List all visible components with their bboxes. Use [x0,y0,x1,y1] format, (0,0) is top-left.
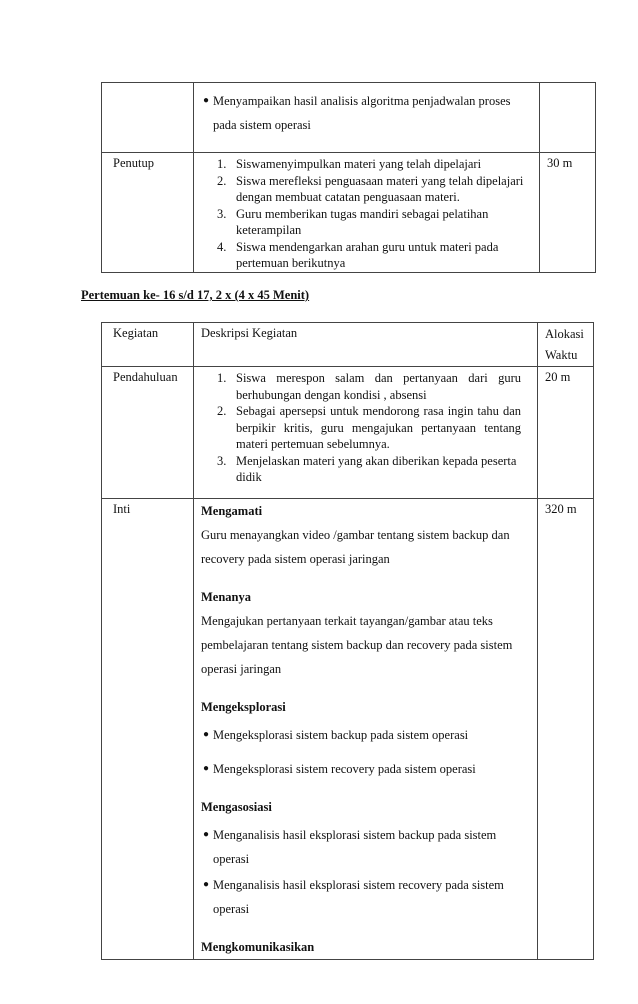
subheading-mengamati: Mengamati [201,504,263,518]
table-row [102,153,596,273]
list-item: ● Mengeksplorasi sistem backup pada sistem operasi [201,723,531,747]
deskripsi-cell [194,499,538,960]
table-row [102,367,594,499]
list-item: 3. Guru memberikan tugas mandiri sebagai pelatihan keterampilan [217,206,489,237]
lesson-table-continued [101,82,596,273]
list-item [203,89,533,137]
alokasi-cell: 20 m [538,367,594,499]
bullet-icon: ● [203,763,210,774]
numbered-list [217,156,533,272]
bullet-icon: ● [203,829,210,840]
paragraph-mengamati: Guru menayangkan video /gambar tentang sistem backup dan recovery pada sistem operasi jaringan [201,528,510,566]
subheading-mengasosiasi: Mengasosiasi [201,800,272,814]
kegiatan-cell: Penutup [102,153,194,273]
list-item: ● Menganalisis hasil eksplorasi sistem backup pada sistem operasi [201,823,531,871]
deskripsi-cell [194,153,540,273]
subheading-menanya: Menanya [201,590,251,604]
numbered-list [217,370,521,486]
column-header-deskripsi: Deskripsi Kegiatan [194,323,538,367]
list-item: 1. Siswamenyimpulkan materi yang telah dipelajari [217,157,482,171]
bullet-icon: ● [203,729,210,740]
column-header-alokasi: Alokasi Waktu [538,323,594,367]
list-item: 3. Menjelaskan materi yang akan diberikan kepada peserta didik [217,453,517,484]
subheading-mengeksplorasi: Mengeksplorasi [201,700,286,714]
column-header-kegiatan: Kegiatan [102,323,194,367]
list-item: 2. Siswa merefleksi penguasaan materi yang telah dipelajari dengan membuat catatan penguasaan materi. [217,173,524,204]
subheading-mengkomunikasikan: Mengkomunikasikan [201,940,315,954]
deskripsi-cell [194,83,540,153]
section-heading: Pertemuan ke- 16 s/d 17, 2 x (4 x 45 Menit) [81,288,310,302]
table-header-row [102,323,594,367]
table-row [102,83,596,153]
list-item: ● Menganalisis hasil eksplorasi sistem recovery pada sistem operasi [201,873,531,921]
kegiatan-cell [102,83,194,153]
alokasi-cell: 320 m [538,499,594,960]
bullet-icon: ● [203,879,210,890]
bullet-icon: ● [203,95,210,106]
deskripsi-cell [194,367,538,499]
lesson-table [101,322,594,960]
alokasi-cell: 30 m [540,153,596,273]
list-item: ● Mengeksplorasi sistem recovery pada sistem operasi [201,757,531,781]
alokasi-cell [540,83,596,153]
list-item: 2. Sebagai apersepsi untuk mendorong rasa ingin tahu dan berpikir kritis, guru mengajukan pertanyaan tentang materi pertemuan sebelumnya. [217,404,521,451]
list-item: 4. Siswa mendengarkan arahan guru untuk materi pada pertemuan berikutnya [217,239,499,270]
list-item: 1. Siswa merespon salam dan pertanyaan dari guru berhubungan dengan kondisi , absensi [217,371,521,402]
kegiatan-cell: Inti [102,499,194,960]
kegiatan-cell: Pendahuluan [102,367,194,499]
paragraph-menanya: Mengajukan pertanyaan terkait tayangan/gambar atau teks pembelajaran tentang sistem backup dan recovery pada sistem operasi jaringan [201,614,513,676]
bullet-text: Menyampaikan hasil analisis algoritma penjadwalan proses pada sistem operasi [213,94,511,132]
table-row [102,499,594,960]
